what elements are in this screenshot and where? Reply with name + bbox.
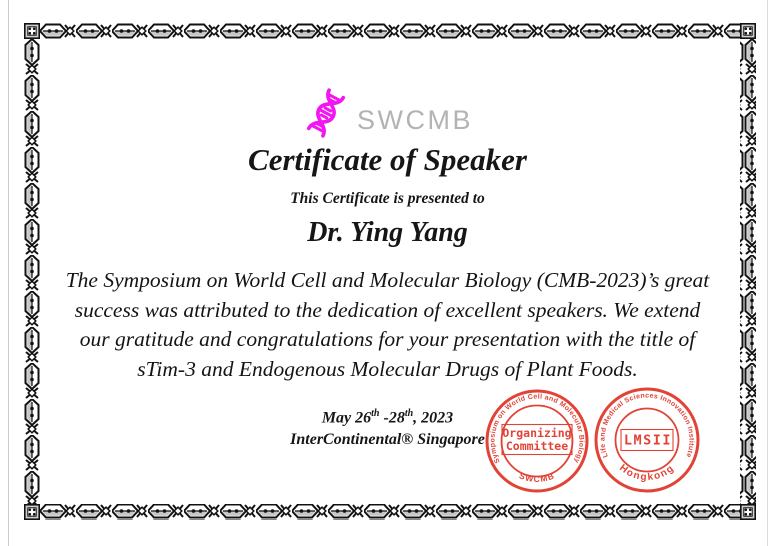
dna-helix-icon (302, 84, 350, 142)
date-superscript-1: th (371, 408, 380, 419)
lmsii-institute-stamp (596, 389, 698, 491)
certificate-subtitle: This Certificate is presented to (290, 190, 485, 207)
stamp1-arc-text: Symposium on World Cell and Molecular Biology (489, 393, 585, 465)
body-line-3: our gratitude and congratulations for your presentation with the title of (79, 327, 696, 351)
event-venue: InterContinental® Singapore (290, 431, 485, 448)
brand-name: SWCMB (357, 104, 473, 135)
stamp2-center-text: LMSII (623, 432, 673, 449)
date-mid: -28 (379, 409, 405, 427)
stamp1-center-line2: Committee (505, 439, 569, 453)
organizing-committee-stamp (487, 391, 587, 491)
body-line-4: sTim-3 and Endogenous Molecular Drugs of Plant Foods. (137, 356, 638, 381)
stamp1-center-line1: Organizing (502, 426, 572, 440)
body-line-1: The Symposium on World Cell and Molecular Biology (CMB-2023)’s great (65, 268, 710, 292)
body-line-2: success was attributed to the dedication of excellent speakers. We extend (74, 297, 701, 322)
date-superscript-2: th (404, 408, 414, 419)
stamps (481, 384, 719, 500)
svg-text:SWCMB (518, 470, 557, 484)
certificate-title: Certificate of Speaker (248, 142, 527, 177)
stamp2-bottom-text: Hongkong (617, 462, 677, 484)
date-prefix: May 26 (321, 409, 372, 427)
certificate-body (0, 266, 775, 384)
recipient-name: Dr. Ying Yang (307, 217, 468, 248)
stamp2-arc-text: Life and Medical Sciences Innovation Institute (599, 392, 695, 459)
logo (0, 84, 775, 142)
date-suffix: , 2023 (413, 409, 454, 427)
stamp1-bottom-text: SWCMB (517, 470, 557, 485)
svg-text:Hongkong (617, 463, 677, 484)
